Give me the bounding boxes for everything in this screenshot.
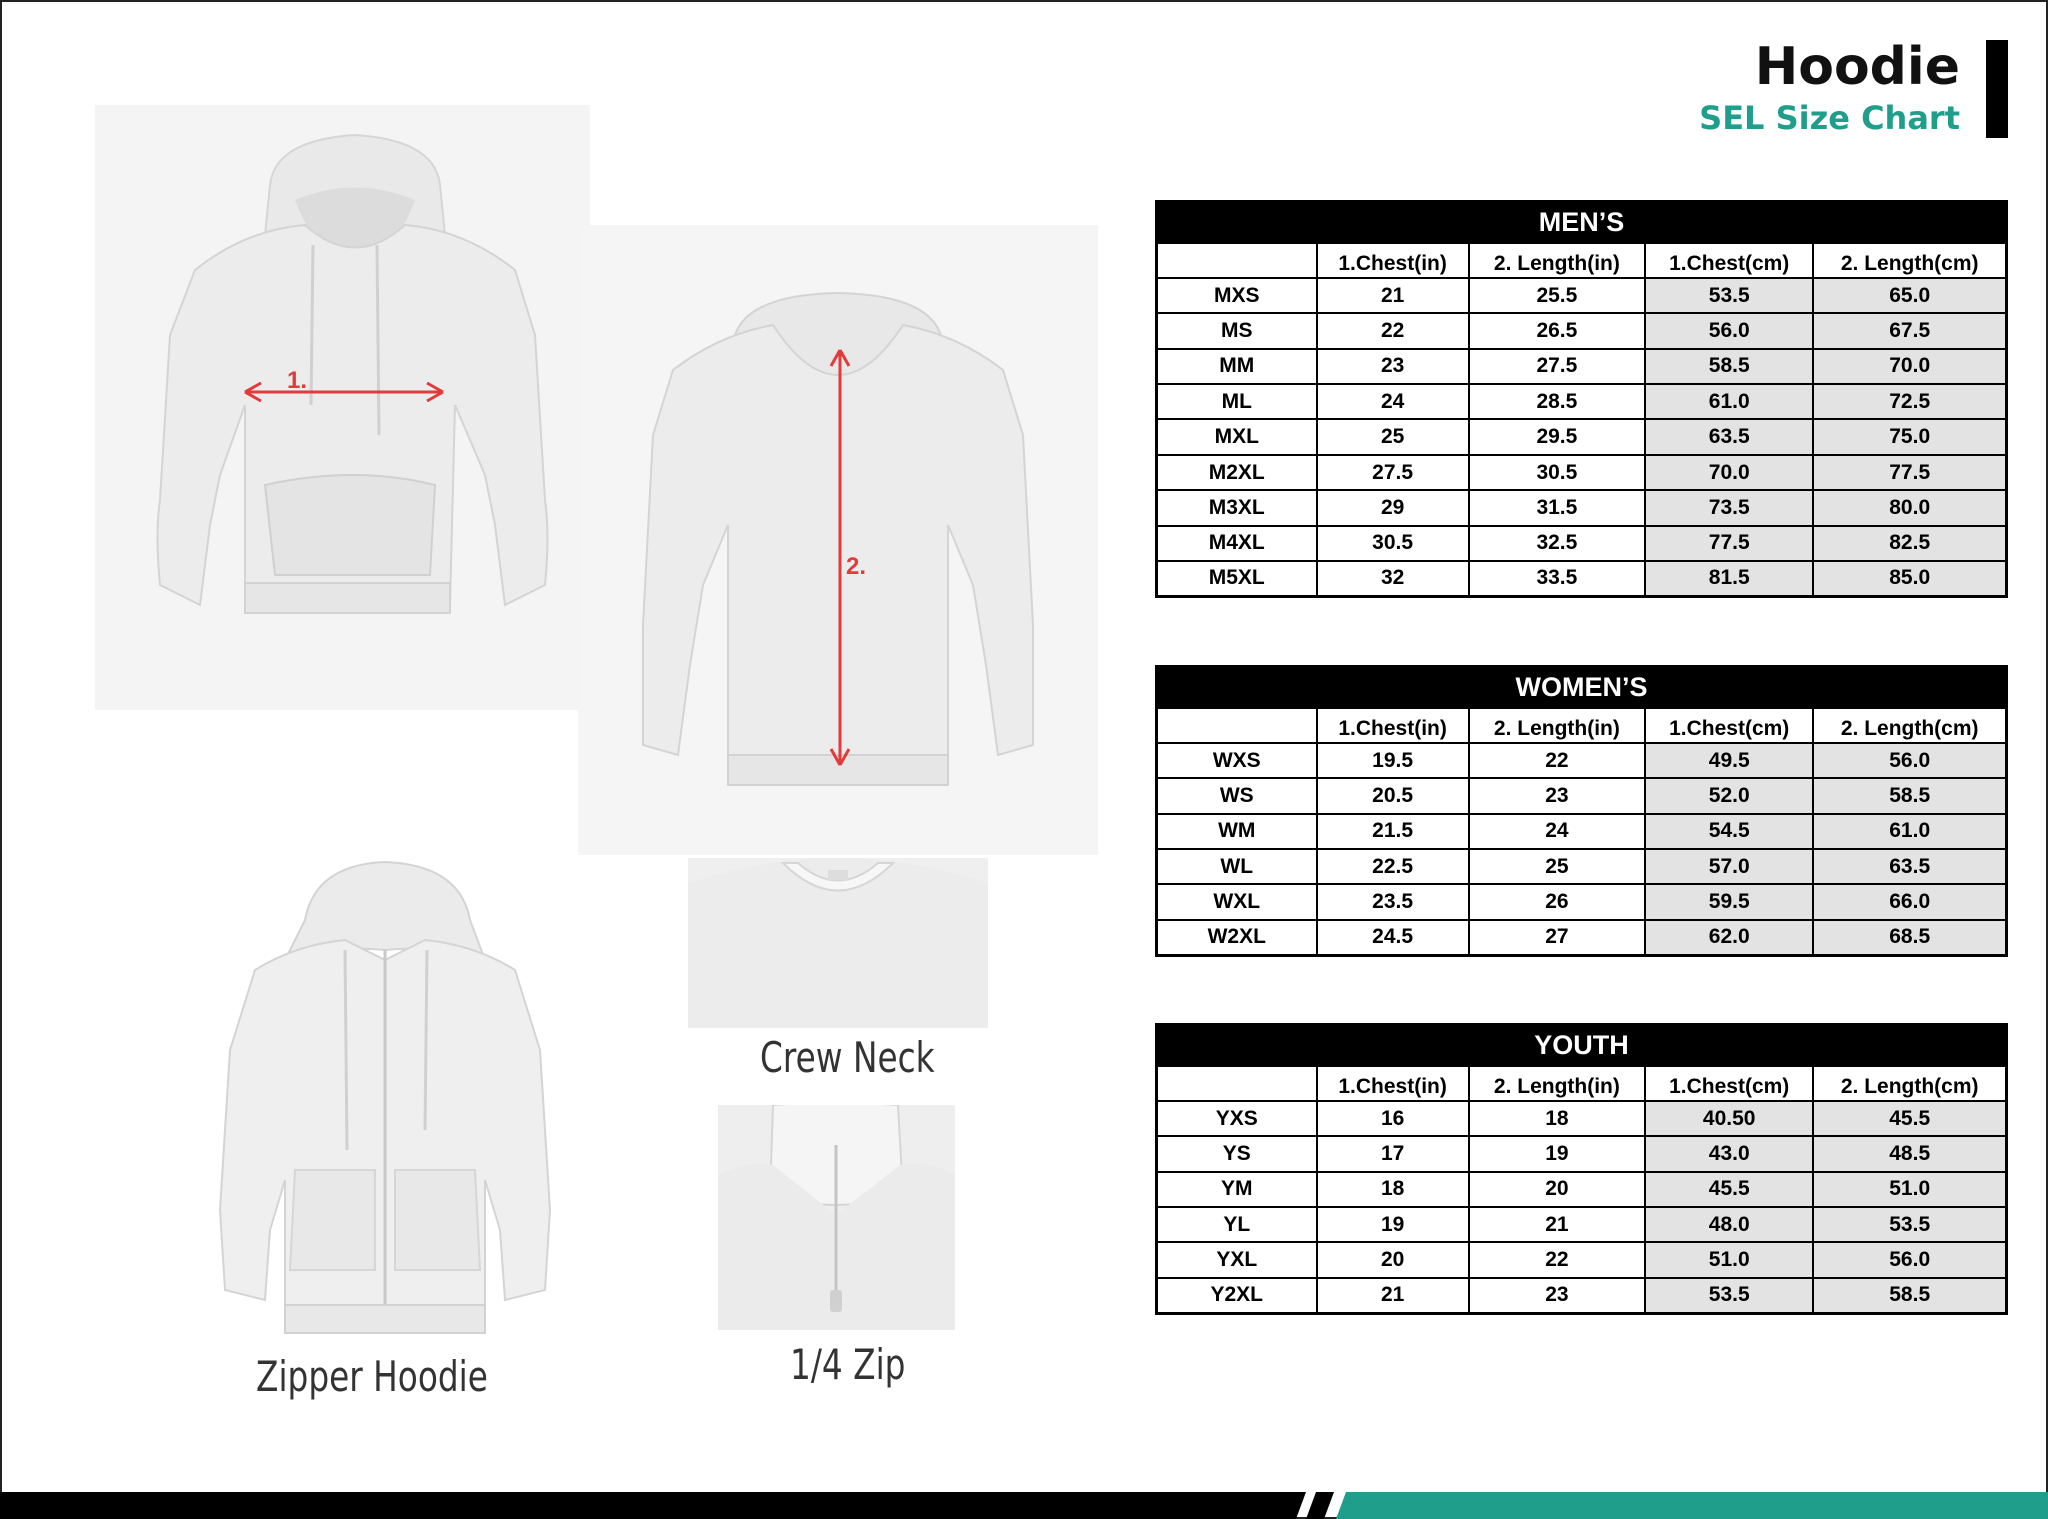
size-label-cell: WXL	[1157, 884, 1317, 919]
footer-stripe	[0, 1492, 2048, 1519]
measurement-cell: 53.5	[1645, 1278, 1813, 1313]
mens-header-chest-cm: 1.Chest(cm)	[1645, 243, 1813, 278]
measurement-cell: 18	[1317, 1172, 1469, 1207]
mens-size-table	[1155, 200, 2008, 598]
measurement-cell: 19.5	[1317, 743, 1469, 778]
youth-header-chest-cm: 1.Chest(cm)	[1645, 1066, 1813, 1101]
measurement-cell: 27	[1469, 920, 1645, 955]
measurement-cell: 58.5	[1645, 349, 1813, 384]
youth-table-body	[1157, 1101, 2007, 1313]
size-label-cell: Y2XL	[1157, 1278, 1317, 1313]
measurement-cell: 25	[1469, 849, 1645, 884]
measurement-cell: 65.0	[1813, 278, 2006, 313]
measurement-cell: 20	[1317, 1242, 1469, 1277]
table-row	[1157, 920, 2007, 955]
measurement-cell: 63.5	[1645, 419, 1813, 454]
size-label-cell: YL	[1157, 1207, 1317, 1242]
size-label-cell: WXS	[1157, 743, 1317, 778]
measurement-cell: 19	[1317, 1207, 1469, 1242]
measurement-cell: 22	[1469, 1242, 1645, 1277]
size-label-cell: WM	[1157, 814, 1317, 849]
measurement-cell: 25.5	[1469, 278, 1645, 313]
table-row	[1157, 278, 2007, 313]
table-row	[1157, 384, 2007, 419]
table-row	[1157, 349, 2007, 384]
measurement-cell: 21	[1469, 1207, 1645, 1242]
measurement-cell: 19	[1469, 1136, 1645, 1171]
measurement-cell: 58.5	[1813, 778, 2006, 813]
measurement-cell: 81.5	[1645, 561, 1813, 596]
measurement-cell: 53.5	[1813, 1207, 2006, 1242]
measurement-cell: 28.5	[1469, 384, 1645, 419]
measurement-cell: 17	[1317, 1136, 1469, 1171]
table-row	[1157, 1101, 2007, 1136]
measurement-cell: 52.0	[1645, 778, 1813, 813]
measurement-cell: 54.5	[1645, 814, 1813, 849]
measurement-cell: 72.5	[1813, 384, 2006, 419]
measurement-cell: 51.0	[1645, 1242, 1813, 1277]
size-label-cell: ML	[1157, 384, 1317, 419]
size-label-cell: MXS	[1157, 278, 1317, 313]
measurement-cell: 56.0	[1813, 743, 2006, 778]
measurement-cell: 62.0	[1645, 920, 1813, 955]
crew-neck-image	[688, 858, 988, 1028]
table-row	[1157, 849, 2007, 884]
size-label-cell: WL	[1157, 849, 1317, 884]
table-row	[1157, 455, 2007, 490]
measurement-cell: 21.5	[1317, 814, 1469, 849]
size-label-cell: YXS	[1157, 1101, 1317, 1136]
table-row	[1157, 1172, 2007, 1207]
mens-header-length-in: 2. Length(in)	[1469, 243, 1645, 278]
measurement-cell: 70.0	[1645, 455, 1813, 490]
measurement-cell: 51.0	[1813, 1172, 2006, 1207]
back-hoodie-image	[578, 225, 1098, 855]
size-label-cell: M5XL	[1157, 561, 1317, 596]
table-row	[1157, 1278, 2007, 1313]
measurement-cell: 85.0	[1813, 561, 2006, 596]
measurement-cell: 68.5	[1813, 920, 2006, 955]
womens-header-length-in: 2. Length(in)	[1469, 708, 1645, 743]
measurement-cell: 26	[1469, 884, 1645, 919]
measurement-cell: 48.5	[1813, 1136, 2006, 1171]
zipper-hoodie-image	[195, 850, 575, 1350]
measurement-cell: 30.5	[1469, 455, 1645, 490]
womens-header-length-cm: 2. Length(cm)	[1813, 708, 2006, 743]
youth-size-table	[1155, 1023, 2008, 1315]
size-label-cell: MM	[1157, 349, 1317, 384]
mens-header-chest-in: 1.Chest(in)	[1317, 243, 1469, 278]
measurement-cell: 27.5	[1469, 349, 1645, 384]
table-row	[1157, 313, 2007, 348]
measurement-cell: 25	[1317, 419, 1469, 454]
measurement-cell: 23	[1469, 778, 1645, 813]
quarter-zip-caption: 1/4 Zip	[790, 1340, 906, 1389]
measurement-cell: 16	[1317, 1101, 1469, 1136]
womens-table-body	[1157, 743, 2007, 955]
measurement-cell: 56.0	[1813, 1242, 2006, 1277]
measurement-cell: 49.5	[1645, 743, 1813, 778]
measurement-cell: 48.0	[1645, 1207, 1813, 1242]
front-hoodie-image	[95, 105, 590, 710]
size-label-cell: YS	[1157, 1136, 1317, 1171]
measurement-cell: 59.5	[1645, 884, 1813, 919]
youth-table-title: YOUTH	[1157, 1025, 2007, 1066]
size-label-cell: M4XL	[1157, 526, 1317, 561]
youth-header-chest-in: 1.Chest(in)	[1317, 1066, 1469, 1101]
table-row	[1157, 490, 2007, 525]
measurement-cell: 43.0	[1645, 1136, 1813, 1171]
womens-header-chest-cm: 1.Chest(cm)	[1645, 708, 1813, 743]
measurement-cell: 75.0	[1813, 419, 2006, 454]
table-row	[1157, 561, 2007, 596]
page-title: Hoodie	[1754, 37, 1960, 97]
size-label-cell: MXL	[1157, 419, 1317, 454]
table-row	[1157, 884, 2007, 919]
measurement-cell: 58.5	[1813, 1278, 2006, 1313]
measurement-cell: 82.5	[1813, 526, 2006, 561]
measurement-cell: 29	[1317, 490, 1469, 525]
measurement-cell: 22	[1469, 743, 1645, 778]
table-row	[1157, 526, 2007, 561]
title-block	[1699, 38, 1960, 138]
measurement-cell: 20	[1469, 1172, 1645, 1207]
measurement-cell: 26.5	[1469, 313, 1645, 348]
measurement-cell: 40.50	[1645, 1101, 1813, 1136]
measurement-cell: 23	[1469, 1278, 1645, 1313]
measurement-cell: 61.0	[1813, 814, 2006, 849]
table-row	[1157, 1242, 2007, 1277]
mens-table-body	[1157, 278, 2007, 597]
size-label-cell: YXL	[1157, 1242, 1317, 1277]
table-row	[1157, 778, 2007, 813]
measurement-cell: 57.0	[1645, 849, 1813, 884]
table-row	[1157, 814, 2007, 849]
measurement-cell: 21	[1317, 1278, 1469, 1313]
length-marker: 2.	[846, 553, 867, 580]
womens-header-size	[1157, 708, 1317, 743]
measurement-cell: 53.5	[1645, 278, 1813, 313]
measurement-cell: 24	[1317, 384, 1469, 419]
youth-header-length-in: 2. Length(in)	[1469, 1066, 1645, 1101]
size-label-cell: MS	[1157, 313, 1317, 348]
measurement-cell: 80.0	[1813, 490, 2006, 525]
table-row	[1157, 1136, 2007, 1171]
measurement-cell: 73.5	[1645, 490, 1813, 525]
measurement-cell: 77.5	[1645, 526, 1813, 561]
mens-header-length-cm: 2. Length(cm)	[1813, 243, 2006, 278]
table-row	[1157, 743, 2007, 778]
table-row	[1157, 419, 2007, 454]
measurement-cell: 45.5	[1813, 1101, 2006, 1136]
measurement-cell: 22.5	[1317, 849, 1469, 884]
crew-neck-caption: Crew Neck	[760, 1033, 935, 1082]
measurement-cell: 20.5	[1317, 778, 1469, 813]
womens-header-chest-in: 1.Chest(in)	[1317, 708, 1469, 743]
measurement-cell: 32	[1317, 561, 1469, 596]
chest-marker: 1.	[287, 367, 308, 394]
quarter-zip-image	[718, 1105, 955, 1330]
youth-header-size	[1157, 1066, 1317, 1101]
measurement-cell: 24.5	[1317, 920, 1469, 955]
mens-table-title: MEN’S	[1157, 202, 2007, 243]
page-subtitle: SEL Size Chart	[1699, 99, 1960, 137]
measurement-cell: 32.5	[1469, 526, 1645, 561]
measurement-cell: 24	[1469, 814, 1645, 849]
measurement-cell: 33.5	[1469, 561, 1645, 596]
measurement-cell: 30.5	[1317, 526, 1469, 561]
size-label-cell: W2XL	[1157, 920, 1317, 955]
measurement-cell: 63.5	[1813, 849, 2006, 884]
zipper-hoodie-caption: Zipper Hoodie	[256, 1352, 488, 1401]
table-row	[1157, 1207, 2007, 1242]
size-label-cell: WS	[1157, 778, 1317, 813]
size-label-cell: M2XL	[1157, 455, 1317, 490]
measurement-cell: 23	[1317, 349, 1469, 384]
mens-header-size	[1157, 243, 1317, 278]
size-label-cell: M3XL	[1157, 490, 1317, 525]
youth-header-length-cm: 2. Length(cm)	[1813, 1066, 2006, 1101]
measurement-cell: 23.5	[1317, 884, 1469, 919]
measurement-cell: 21	[1317, 278, 1469, 313]
measurement-cell: 45.5	[1645, 1172, 1813, 1207]
measurement-cell: 77.5	[1813, 455, 2006, 490]
measurement-cell: 56.0	[1645, 313, 1813, 348]
womens-size-table	[1155, 665, 2008, 957]
measurement-cell: 31.5	[1469, 490, 1645, 525]
measurement-cell: 70.0	[1813, 349, 2006, 384]
womens-table-title: WOMEN’S	[1157, 667, 2007, 708]
measurement-cell: 66.0	[1813, 884, 2006, 919]
title-accent-bar	[1986, 40, 2008, 138]
measurement-cell: 27.5	[1317, 455, 1469, 490]
measurement-cell: 67.5	[1813, 313, 2006, 348]
measurement-cell: 22	[1317, 313, 1469, 348]
measurement-cell: 18	[1469, 1101, 1645, 1136]
measurement-cell: 29.5	[1469, 419, 1645, 454]
size-label-cell: YM	[1157, 1172, 1317, 1207]
measurement-cell: 61.0	[1645, 384, 1813, 419]
